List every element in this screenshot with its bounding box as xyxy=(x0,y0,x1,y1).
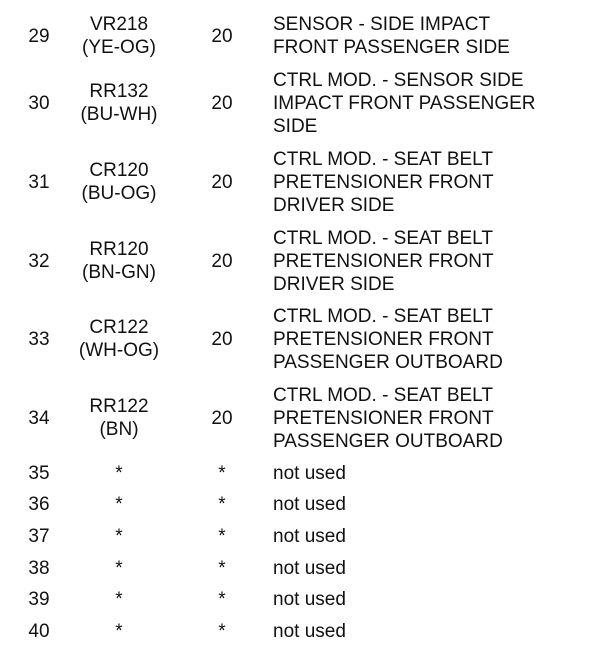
table-row xyxy=(0,555,608,581)
table-row xyxy=(0,66,608,140)
circuit-code: CR122 xyxy=(89,317,149,338)
circuit-function xyxy=(273,491,603,517)
wire-gauge: 20 xyxy=(211,171,233,193)
circuit-code: * xyxy=(115,557,123,579)
function-text: not used xyxy=(273,493,346,515)
pin-number: 30 xyxy=(28,92,50,114)
circuit-function xyxy=(273,10,603,62)
wire-color: (WH-OG) xyxy=(78,340,160,361)
pin-number: 34 xyxy=(28,407,50,429)
wire-gauge: * xyxy=(218,588,226,610)
circuit-cell xyxy=(64,491,174,517)
circuit-function xyxy=(273,381,603,455)
table-row xyxy=(0,586,608,612)
function-text: CTRL MOD. - SEAT BELT PRETENSIONER FRONT DRIVER SIDE xyxy=(273,227,494,295)
pin-number: 33 xyxy=(28,328,50,350)
pin-number: 35 xyxy=(28,462,50,484)
circuit-cell xyxy=(64,460,174,486)
wire-gauge: * xyxy=(218,557,226,579)
table-row xyxy=(0,224,608,298)
circuit-function xyxy=(273,523,603,549)
circuit-code: RR120 xyxy=(89,239,149,260)
circuit-cell xyxy=(64,523,174,549)
circuit-cell xyxy=(64,302,174,376)
circuit-cell xyxy=(64,66,174,140)
circuit-code: * xyxy=(115,588,123,610)
pin-number: 31 xyxy=(28,171,50,193)
wire-gauge: * xyxy=(218,493,226,515)
circuit-function xyxy=(273,145,603,219)
table-row xyxy=(0,460,608,486)
circuit-function xyxy=(273,555,603,581)
circuit-code: CR120 xyxy=(89,160,149,181)
table-row xyxy=(0,145,608,219)
circuit-function xyxy=(273,586,603,612)
table-row xyxy=(0,491,608,517)
wire-gauge: 20 xyxy=(211,407,233,429)
circuit-function xyxy=(273,302,603,376)
circuit-code: * xyxy=(115,462,123,484)
wire-gauge: 20 xyxy=(211,328,233,350)
function-text: CTRL MOD. - SEAT BELT PRETENSIONER FRONT PASSENGER OUTBOARD xyxy=(273,384,503,452)
circuit-code: RR122 xyxy=(89,396,149,417)
circuit-cell xyxy=(64,10,174,62)
function-text: not used xyxy=(273,557,346,579)
wire-color: (BN-GN) xyxy=(82,262,156,283)
circuit-cell xyxy=(64,224,174,298)
circuit-function xyxy=(273,224,603,298)
table-row xyxy=(0,10,608,62)
wire-color: (BN) xyxy=(99,419,139,440)
wire-gauge: 20 xyxy=(211,92,233,114)
table-row xyxy=(0,381,608,455)
circuit-cell xyxy=(64,586,174,612)
pin-number: 37 xyxy=(28,525,50,547)
circuit-cell xyxy=(64,618,174,644)
function-text: CTRL MOD. - SENSOR SIDE IMPACT FRONT PASSENGER SIDE xyxy=(273,69,536,137)
circuit-code: * xyxy=(115,525,123,547)
pin-number: 36 xyxy=(28,493,50,515)
table-row xyxy=(0,302,608,376)
wire-color: (BU-OG) xyxy=(81,183,157,204)
wire-gauge: 20 xyxy=(211,25,233,47)
circuit-code: RR132 xyxy=(89,81,149,102)
function-text: not used xyxy=(273,525,346,547)
circuit-function xyxy=(273,66,603,140)
table-row xyxy=(0,523,608,549)
function-text: SENSOR - SIDE IMPACT FRONT PASSENGER SIDE xyxy=(273,14,510,58)
circuit-function xyxy=(273,618,603,644)
function-text: not used xyxy=(273,620,346,642)
pin-number: 32 xyxy=(28,250,50,272)
circuit-code: VR218 xyxy=(89,14,149,35)
wire-gauge: 20 xyxy=(211,250,233,272)
pin-number: 38 xyxy=(28,557,50,579)
pin-number: 40 xyxy=(28,620,50,642)
function-text: CTRL MOD. - SEAT BELT PRETENSIONER FRONT PASSENGER OUTBOARD xyxy=(273,305,503,373)
circuit-code: * xyxy=(115,493,123,515)
wire-gauge: * xyxy=(218,525,226,547)
wire-color: (BU-WH) xyxy=(80,104,158,125)
function-text: not used xyxy=(273,462,346,484)
wire-gauge: * xyxy=(218,620,226,642)
circuit-cell xyxy=(64,381,174,455)
table-row xyxy=(0,618,608,644)
circuit-code: * xyxy=(115,620,123,642)
pin-number: 39 xyxy=(28,588,50,610)
pin-number: 29 xyxy=(28,25,50,47)
function-text: CTRL MOD. - SEAT BELT PRETENSIONER FRONT DRIVER SIDE xyxy=(273,148,494,216)
circuit-cell xyxy=(64,145,174,219)
circuit-cell xyxy=(64,555,174,581)
function-text: not used xyxy=(273,588,346,610)
circuit-function xyxy=(273,460,603,486)
wire-color: (YE-OG) xyxy=(82,37,156,58)
wire-gauge: * xyxy=(218,462,226,484)
